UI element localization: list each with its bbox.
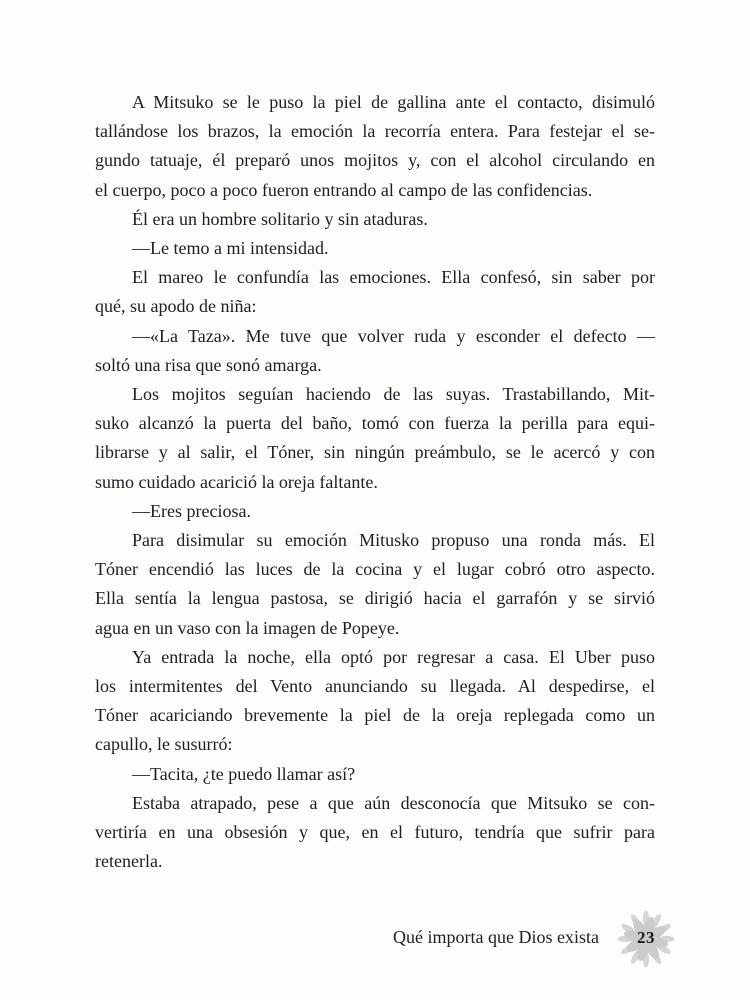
- page-footer: [393, 910, 675, 968]
- text-line: vertiría en una obsesión y que, en el futuro, tendría que sufrir para: [95, 822, 655, 843]
- text-line: librarse y al salir, el Tóner, sin ningún preámbulo, se le acercó y con: [95, 442, 655, 463]
- text-line: los intermitentes del Vento anunciando su llegada. Al despedirse, el: [95, 676, 655, 697]
- text-line: —«La Taza». Me tuve que volver ruda y esconder el defecto —: [132, 325, 655, 346]
- text-line: El mareo le confundía las emociones. Ella confesó, sin saber por: [132, 267, 655, 288]
- text-line: agua en un vaso con la imagen de Popeye.: [95, 617, 400, 638]
- page-number: 23: [637, 928, 655, 948]
- text-line: Él era un hombre solitario y sin ataduras.: [132, 208, 428, 229]
- text-line: el cuerpo, poco a poco fueron entrando al campo de las confidencias.: [95, 179, 593, 200]
- text-line: suko alcanzó la puerta del baño, tomó con fuerza la perilla para equi-: [95, 413, 655, 434]
- text-line: sumo cuidado acarició la oreja faltante.: [95, 471, 378, 492]
- text-line: retenerla.: [95, 851, 163, 872]
- text-line: soltó una risa que sonó amarga.: [95, 354, 322, 375]
- page-text: [95, 88, 655, 876]
- text-line: Para disimular su emoción Mitusko propuso una ronda más. El: [132, 530, 655, 551]
- text-line: —Le temo a mi intensidad.: [132, 238, 329, 259]
- flower-ornament-icon: [617, 910, 675, 968]
- text-line: Tóner encendió las luces de la cocina y el lugar cobró otro aspecto.: [95, 559, 655, 580]
- text-line: Los mojitos seguían haciendo de las suyas. Trastabillando, Mit-: [132, 384, 655, 405]
- running-title: Qué importa que Dios exista: [393, 926, 599, 947]
- text-line: —Eres preciosa.: [132, 500, 251, 521]
- text-line: Ella sentía la lengua pastosa, se dirigió hacia el garrafón y se sirvió: [95, 588, 655, 609]
- text-line: tallándose los brazos, la emoción la recorría entera. Para festejar el se-: [95, 121, 655, 142]
- text-line: qué, su apodo de niña:: [95, 296, 257, 317]
- text-line: gundo tatuaje, él preparó unos mojitos y, con el alcohol circulando en: [95, 150, 655, 171]
- text-line: —Tacita, ¿te puedo llamar así?: [132, 763, 356, 784]
- text-line: Tóner acariciando brevemente la piel de la oreja replegada como un: [95, 705, 655, 726]
- text-line: Ya entrada la noche, ella optó por regresar a casa. El Uber puso: [132, 646, 655, 667]
- text-line: Estaba atrapado, pese a que aún desconocía que Mitsuko se con-: [132, 792, 655, 813]
- text-line: capullo, le susurró:: [95, 734, 233, 755]
- text-line: A Mitsuko se le puso la piel de gallina ante el contacto, disimuló: [132, 92, 655, 112]
